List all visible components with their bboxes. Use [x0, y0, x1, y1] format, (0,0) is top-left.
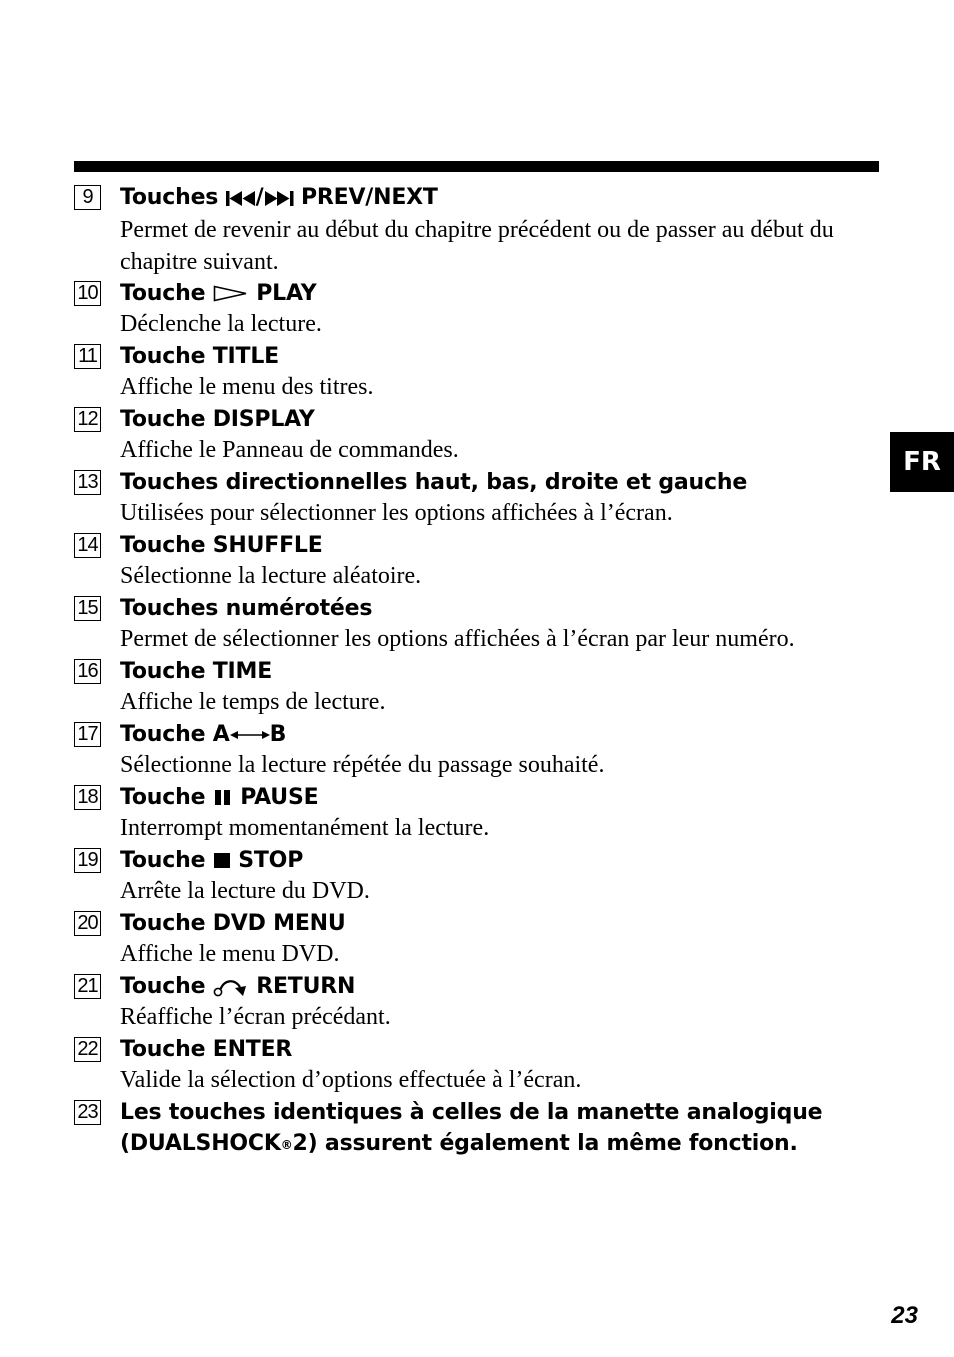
item-heading: Touche ENTER [120, 1036, 293, 1062]
item-heading: Touche TIME [120, 658, 273, 684]
item-heading: Touche PLAY [120, 280, 317, 306]
item-heading: Touche SHUFFLE [120, 532, 323, 558]
page-number: 23 [891, 1302, 918, 1329]
item-number: 21 [74, 974, 101, 999]
list-item [74, 182, 874, 278]
item-heading: Touche PAUSE [120, 784, 319, 810]
language-tab: FR [890, 432, 954, 492]
prev-track-icon [226, 190, 256, 207]
item-number: 16 [74, 659, 101, 684]
item-description: Affiche le menu DVD. [120, 941, 340, 967]
item-description: Interrompt momentanément la lecture. [120, 815, 490, 841]
item-heading: Touches / PREV/NEXT [120, 185, 438, 210]
item-heading: Touche DISPLAY [120, 406, 315, 432]
list-item [74, 467, 874, 530]
item-number: 12 [74, 407, 101, 432]
item-number: 14 [74, 533, 101, 558]
item-number: 17 [74, 722, 101, 747]
item-number: 11 [74, 344, 101, 369]
item-heading: Touche TITLE [120, 343, 279, 369]
item-number: 9 [74, 185, 101, 210]
item-number: 10 [74, 281, 101, 306]
header-rule [74, 161, 879, 172]
item-description: Affiche le temps de lecture. [120, 689, 386, 715]
list-item [74, 656, 874, 719]
list-item [74, 1034, 874, 1097]
item-description: Déclenche la lecture. [120, 311, 322, 337]
item-description: Permet de revenir au début du chapitre précédent ou de passer au début du chapitre suivant. [120, 216, 834, 275]
item-description: Réaffiche l’écran précédant. [120, 1004, 391, 1030]
item-number: 22 [74, 1037, 101, 1062]
list-item [74, 908, 874, 971]
play-outline-icon [213, 285, 249, 302]
list-item [74, 278, 874, 341]
item-number: 15 [74, 596, 101, 621]
item-description: Valide la sélection d’options effectuée à l’écran. [120, 1067, 582, 1093]
list-item [74, 341, 874, 404]
item-number: 20 [74, 911, 101, 936]
pause-icon [213, 789, 233, 806]
item-heading: Touche RETURN [120, 973, 356, 999]
item-description: Permet de sélectionner les options affichées à l’écran par leur numéro. [120, 626, 795, 652]
item-description: Affiche le menu des titres. [120, 374, 374, 400]
item-number: 23 [74, 1100, 101, 1125]
list-item [74, 719, 874, 782]
item-description: Arrête la lecture du DVD. [120, 878, 370, 904]
list-item [74, 782, 874, 845]
item-heading: Touche STOP [120, 847, 304, 873]
item-heading: Touches numérotées [120, 595, 373, 621]
item-description: Sélectionne la lecture répétée du passage souhaité. [120, 752, 605, 778]
stop-icon [213, 852, 231, 869]
item-description: Sélectionne la lecture aléatoire. [120, 563, 422, 589]
list-item [74, 530, 874, 593]
return-arrow-icon [213, 977, 249, 997]
item-heading: Les touches identiques à celles de la manette analogique [120, 1099, 823, 1125]
double-arrow-icon [230, 728, 270, 742]
item-description: Utilisées pour sélectionner les options affichées à l’écran. [120, 500, 673, 526]
item-heading: Touche A B [120, 721, 287, 747]
item-number: 18 [74, 785, 101, 810]
list-item [74, 593, 874, 656]
item-number: 13 [74, 470, 101, 495]
item-heading: Touches directionnelles haut, bas, droite et gauche [120, 469, 748, 495]
next-track-icon [264, 190, 294, 207]
list-item [74, 845, 874, 908]
item-description: Affiche le Panneau de commandes. [120, 437, 459, 463]
list-item [74, 404, 874, 467]
item-heading-continued: (DUALSHOCK®2) assurent également la même fonction. [120, 1131, 798, 1156]
item-heading: Touche DVD MENU [120, 910, 346, 936]
list-item [74, 1097, 874, 1162]
registered-mark: ® [280, 1138, 293, 1152]
key-description-list [74, 182, 874, 1162]
list-item [74, 971, 874, 1034]
item-number: 19 [74, 848, 101, 873]
